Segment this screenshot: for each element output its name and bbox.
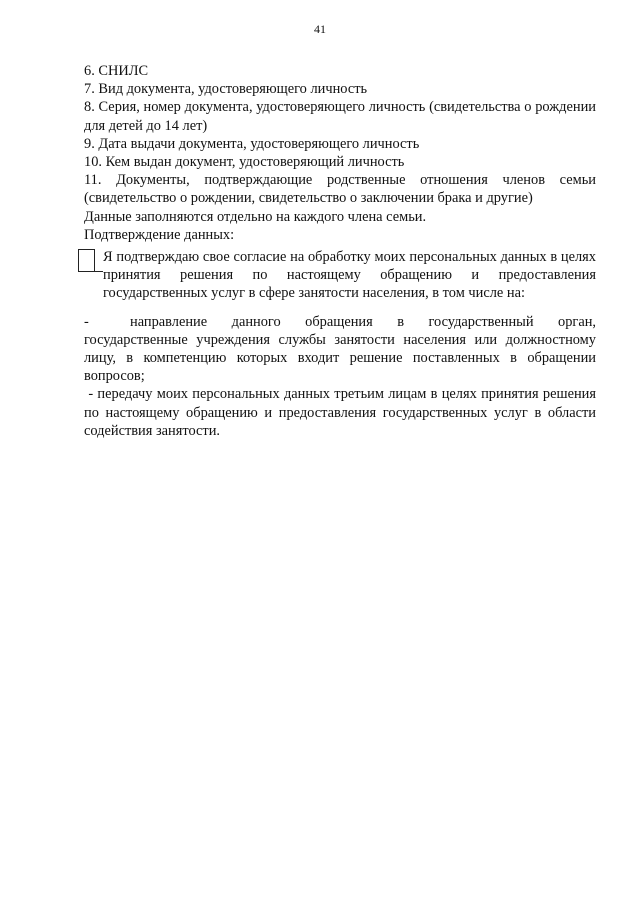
consent-checkbox[interactable]: [78, 249, 95, 272]
confirmation-heading: Подтверждение данных:: [84, 226, 235, 243]
bullet-text: направление данного обращения в государственный орган, государственные учреждения службы занятости населения или должностному лицу, в компетенцию которых входит решение поставленных в обращении вопросов;: [84, 313, 596, 385]
consent-items: [84, 313, 596, 440]
field-id-document-issue-date: 9. Дата выдачи документа, удостоверяющего личность: [84, 135, 420, 152]
page-number: 41: [314, 22, 326, 36]
bullet-dash: -: [88, 386, 94, 403]
field-id-document-issuer: 10. Кем выдан документ, удостоверяющий личность: [84, 154, 405, 171]
bullet-text: передачу моих персональных данных третьим лицам в целях принятия решения по настоящему обращению и предоставления государственных услуг в области содействия занятости.: [84, 386, 596, 439]
consent-block: [84, 248, 596, 303]
bullet-dash: -: [84, 313, 89, 330]
field-id-document-type: 7. Вид документа, удостоверяющего личность: [84, 81, 368, 98]
consent-text: Я подтверждаю свое согласие на обработку моих персональных данных в целях принятия решения по настоящему обращению и предоставления государственных услуг в сфере занятости населения, в том числе на:: [103, 249, 596, 302]
field-family-relation-documents: 11. Документы, подтверждающие родственные отношения членов семьи (свидетельство о рождении, свидетельство о заключении брака и другие): [84, 172, 596, 207]
field-id-document-series-number: 8. Серия, номер документа, удостоверяющего личность (свидетельства о рождении для детей до 14 лет): [84, 99, 596, 134]
checkbox-underline: [94, 271, 103, 272]
field-snils: 6. СНИЛС: [84, 63, 149, 79]
consent-item-third-parties: [84, 385, 596, 440]
form-content: [84, 62, 596, 440]
family-member-note: Данные заполняются отдельно на каждого члена семьи.: [84, 208, 427, 225]
consent-item-transfer-to-authority: [84, 313, 596, 386]
